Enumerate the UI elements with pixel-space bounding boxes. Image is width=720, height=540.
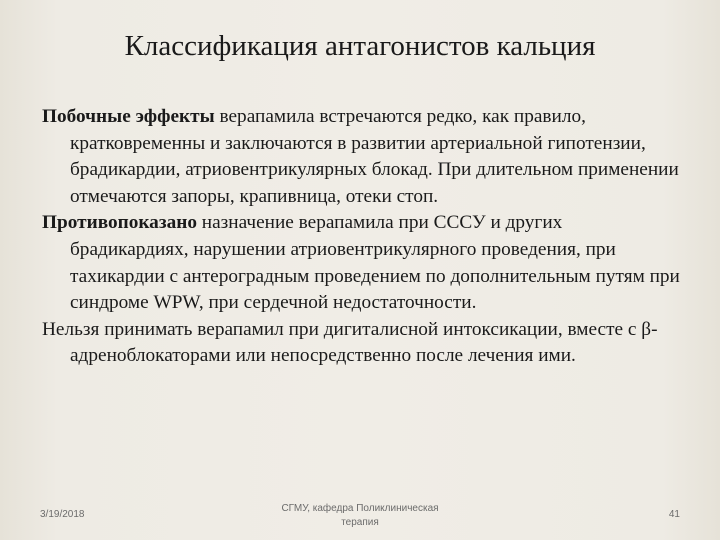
footer-organization-line2: терапия — [341, 517, 379, 528]
paragraph-text: Нельзя принимать верапамил при дигиталисной интоксикации, вместе с β-адреноблокаторами или непосредственно после лечения ими. — [42, 318, 658, 367]
footer-page-number: 41 — [668, 509, 680, 520]
footer-organization-line1: СГМУ, кафедра Поликлиническая — [281, 503, 439, 514]
paragraph-text: назначение верапамила при СССУ и других брадикардиях, нарушении атриовентрикулярного проведения, при тахикардии с антероградным проведением по дополнительным путям при синдроме WPW, при сердечной недостаточности. — [70, 212, 680, 314]
paragraph-side-effects — [42, 104, 682, 210]
footer-organization — [260, 502, 460, 530]
paragraph-lead: Противопоказано — [42, 212, 197, 234]
slide-title: Классификация антагонистов кальция — [124, 30, 596, 62]
paragraph-text: верапамила встречаются редко, как правило, кратковременны и заключаются в развитии артериальной гипотензии, брадикардии, атриовентрикулярных блокад. При длительном применении отмечаются запоры, крапивница, отеки стоп. — [70, 106, 679, 207]
paragraph-contraindications — [42, 210, 682, 316]
paragraph-restrictions — [42, 317, 682, 370]
paragraph-lead: Побочные эффекты — [42, 106, 215, 127]
footer-date: 3/19/2018 — [40, 509, 85, 520]
slide-body — [42, 104, 682, 370]
